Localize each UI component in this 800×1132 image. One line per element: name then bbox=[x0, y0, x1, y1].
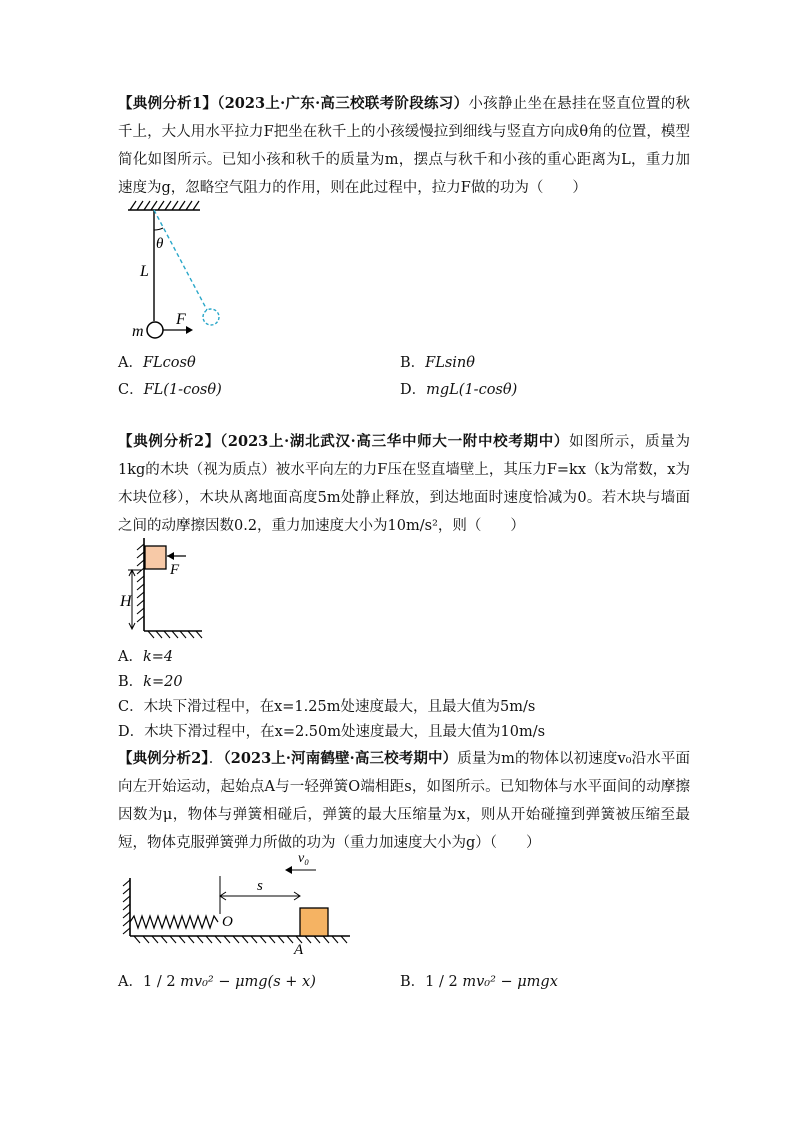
q3-tag: 【典例分析2】 bbox=[118, 750, 209, 767]
ground-hatch bbox=[148, 631, 202, 638]
q1-stem bbox=[118, 90, 690, 202]
q1-option-a[interactable]: A．FLcosθ bbox=[118, 355, 196, 371]
spring-end-label: O bbox=[222, 914, 233, 930]
ceiling-hatch bbox=[130, 201, 199, 210]
floor-hatch bbox=[134, 936, 347, 943]
q1-option-c[interactable]: C．FL(1-cosθ) bbox=[118, 382, 222, 398]
swing-bob bbox=[147, 322, 163, 338]
q2-source: （2023上·湖北武汉·高三华中师大一附中校考期中） bbox=[219, 433, 570, 450]
q2-text: 如图所示，质量为1kg的木块（视为质点）被水平向左的力F压在竖直墙壁上，其压力F=kx（k为常数，x为木块位移），木块从离地面高度5m处静止释放，到达地面时速度恰减为0。若木块与墙面之间的动摩擦因数0.2，重力加速度大小为10m/s²，则（ ） bbox=[118, 434, 691, 534]
q2-option-b[interactable]: B．k=20 bbox=[118, 674, 183, 690]
q3-option-a[interactable]: A．1 / 2 mv₀² − μmg(s + x) bbox=[118, 974, 316, 990]
moving-block bbox=[300, 908, 328, 936]
q3-option-b[interactable]: B．1 / 2 mv₀² − μmgx bbox=[400, 974, 558, 990]
q2-option-c[interactable]: C．木块下滑过程中，在x=1.25m处速度最大，且最大值为5m/s bbox=[118, 699, 536, 715]
wall-hatch bbox=[137, 544, 144, 622]
q1-text: 小孩静止坐在悬挂在竖直位置的秋千上，大人用水平拉力F把坐在秋千上的小孩缓慢拉到细线与竖直方向成θ角的位置，模型简化如图所示。已知小孩和秋千的质量为m，摆点与秋千和小孩的重心距离为L，重力加速度为g，忽略空气阻力的作用，则在此过程中，拉力F做的功为（ ） bbox=[118, 96, 691, 196]
q1-option-b[interactable]: B．FLsinθ bbox=[400, 355, 475, 371]
pendulum-figure bbox=[118, 196, 238, 346]
q1-option-d[interactable]: D．mgL(1-cosθ) bbox=[400, 382, 518, 398]
spring bbox=[130, 916, 218, 928]
wall-block-figure bbox=[118, 536, 208, 636]
force-label: F bbox=[176, 311, 186, 328]
q2-option-a[interactable]: A．k=4 bbox=[118, 649, 174, 665]
press-force-arrowhead bbox=[167, 552, 174, 560]
q1-tag: 【典例分析1】 bbox=[118, 95, 218, 112]
theta-arc bbox=[154, 228, 163, 230]
wood-block bbox=[145, 546, 166, 569]
q2-option-d[interactable]: D．木块下滑过程中，在x=2.50m处速度最大，且最大值为10m/s bbox=[118, 724, 546, 740]
velocity-arrowhead bbox=[285, 866, 292, 874]
q2-stem bbox=[118, 428, 690, 540]
q3-stem: 【典例分析2】．（2023上·河南鹤壁·高三校考期中）质量为m的物体以初速度v₀沿水平面向左开始运动，起始点A与一轻弹簧O端相距s，如图所示。已知物体与水平面间的动摩擦因数为μ，物体与弹簧相碰后，弹簧的最大压缩量为x，则从开始碰撞到弹簧被压缩至最短，物体克服弹簧弹力所做的功为（重力加速度大小为g）（ ） bbox=[118, 750, 691, 851]
force-arrowhead bbox=[186, 326, 193, 334]
spring-block-figure bbox=[118, 850, 368, 960]
velocity-label: v₀ bbox=[298, 851, 310, 866]
height-label: H bbox=[120, 593, 132, 610]
mass-label: m bbox=[132, 323, 144, 340]
start-point-label: A bbox=[294, 942, 304, 958]
theta-label: θ bbox=[156, 236, 164, 252]
length-label: L bbox=[140, 263, 149, 280]
string-dashed bbox=[154, 210, 207, 310]
q3-text: 质量为m的物体以初速度v₀沿水平面向左开始运动，起始点A与一轻弹簧O端相距s，如图所示。已知物体与水平面间的动摩擦因数为μ，物体与弹簧相碰后，弹簧的最大压缩量为x，则从开始碰撞到弹簧被压缩至最短，物体克服弹簧弹力所做的功为（重力加速度大小为g）（ ） bbox=[118, 751, 691, 851]
swing-final-position bbox=[203, 309, 219, 325]
press-force-label: F bbox=[170, 562, 180, 578]
left-wall-hatch bbox=[123, 880, 130, 934]
q1-source: （2023上·广东·高三校联考阶段练习） bbox=[217, 95, 469, 112]
q3-source: （2023上·河南鹤壁·高三校考期中） bbox=[223, 750, 458, 767]
distance-label: s bbox=[257, 878, 263, 894]
q2-tag: 【典例分析2】 bbox=[118, 433, 220, 450]
